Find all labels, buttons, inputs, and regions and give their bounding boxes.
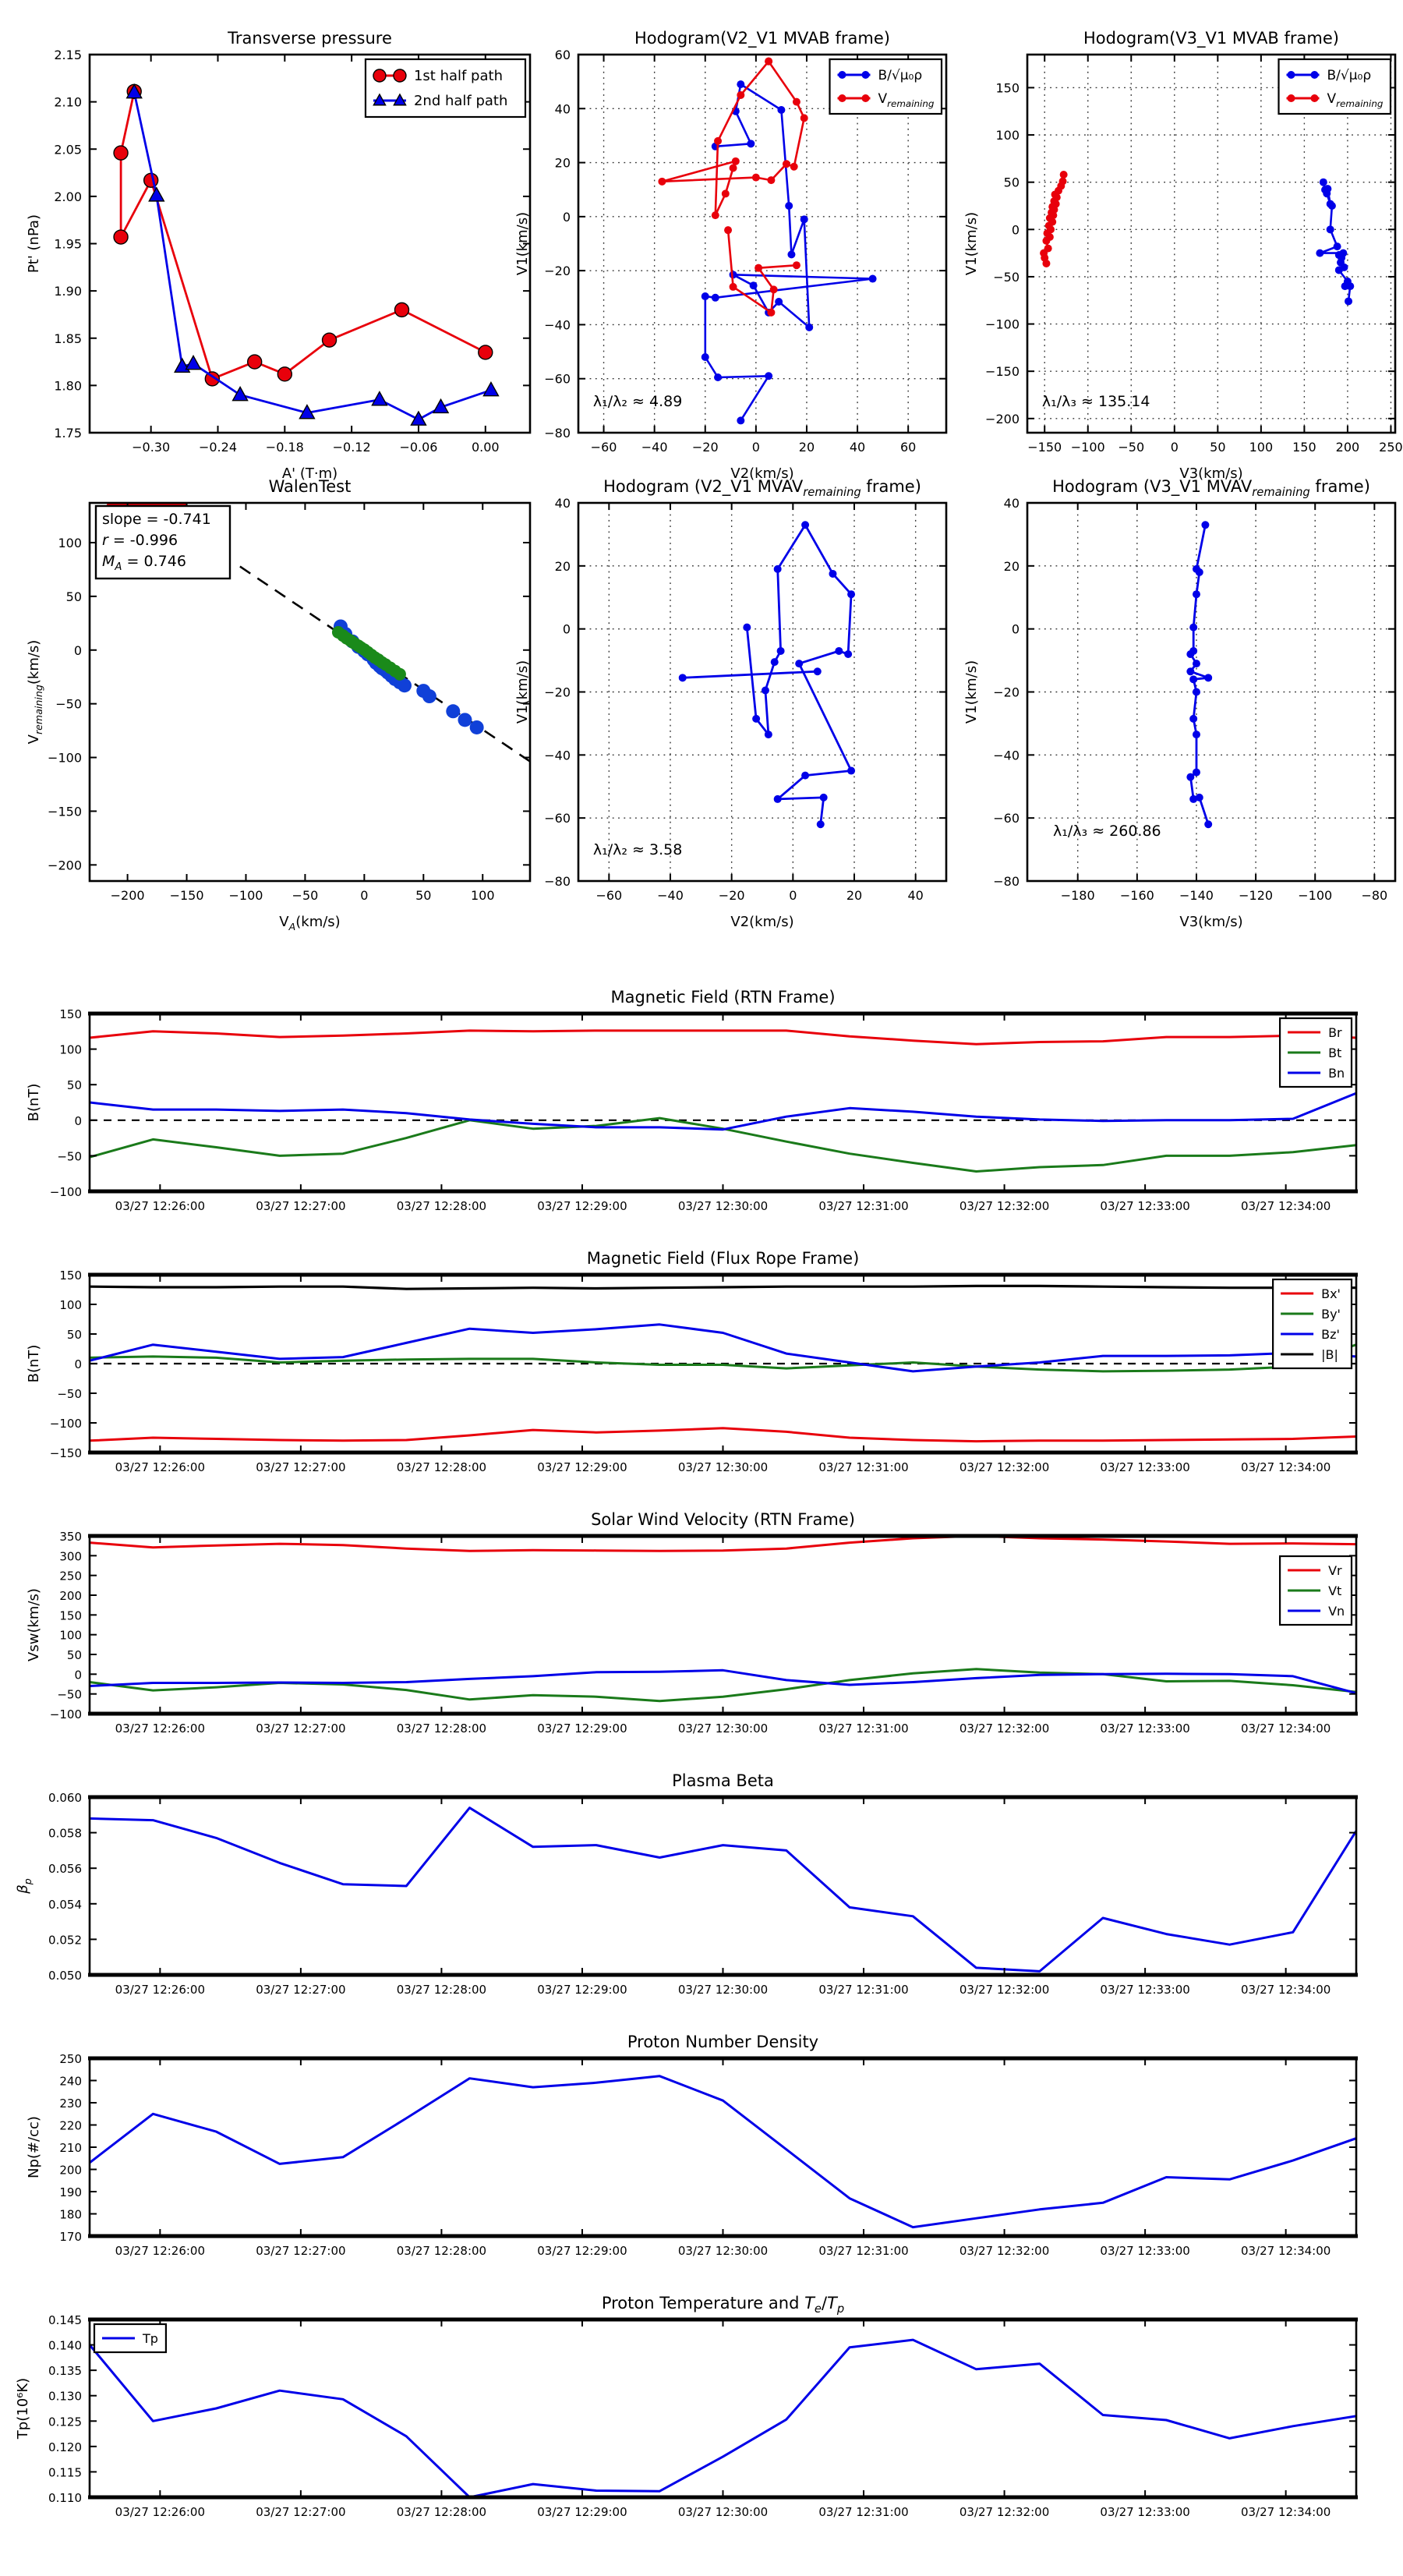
- x-tick-label: 03/27 12:29:00: [537, 2244, 627, 2258]
- y-tick-label: 300: [59, 1549, 82, 1564]
- series-Bn: [90, 1093, 1356, 1130]
- x-tick-label: 20: [846, 888, 863, 903]
- series-layer: [90, 2076, 1356, 2227]
- x-tick-label: 03/27 12:28:00: [396, 1721, 487, 1736]
- series-layer: [90, 1808, 1356, 1972]
- y-tick-label: 100: [995, 128, 1020, 143]
- y-tick-label: 0: [1011, 222, 1020, 238]
- y-tick-label: 0.060: [48, 1791, 82, 1805]
- y-tick-label: 150: [59, 1608, 82, 1623]
- x-tick-label: 03/27 12:28:00: [396, 1199, 487, 1213]
- y-axis-label: Np(#/cc): [26, 2116, 42, 2178]
- series-layer: [90, 1031, 1356, 1172]
- x-tick-label: −20: [718, 888, 745, 903]
- lambda-annotation: λ₁/λ₃ ≈ 260.86: [1053, 822, 1161, 840]
- y-axis-label: Vsw(km/s): [26, 1588, 42, 1661]
- x-tick-label: −100: [1298, 888, 1333, 903]
- x-tick-label: 03/27 12:31:00: [818, 1460, 909, 1474]
- y-tick-label: 230: [59, 2097, 82, 2111]
- y-tick-label: 350: [59, 1530, 82, 1544]
- y-tick-label: 0: [74, 1357, 82, 1371]
- x-tick-label: 03/27 12:28:00: [396, 1460, 487, 1474]
- y-tick-label: −80: [544, 426, 571, 441]
- y-tick-label: 0.056: [48, 1862, 82, 1877]
- x-axis-label: V3(km/s): [1179, 465, 1243, 482]
- panel-hodogram-v3v1-mvab: [963, 29, 1403, 482]
- x-tick-label: 03/27 12:34:00: [1240, 1199, 1331, 1213]
- x-tick-label: 50: [1210, 440, 1226, 455]
- x-tick-label: −60: [595, 888, 623, 903]
- x-tick-label: 03/27 12:31:00: [818, 1199, 909, 1213]
- legend-label: 1st half path: [413, 68, 503, 84]
- x-tick-label: 03/27 12:30:00: [677, 1460, 769, 1474]
- y-tick-label: 0: [562, 621, 571, 637]
- legend-label: B/√μ₀ρ: [1327, 68, 1372, 83]
- y-tick-label: −100: [48, 750, 82, 766]
- series-B-magnitude: [90, 1286, 1356, 1289]
- legend: [366, 59, 525, 117]
- y-tick-label: −100: [49, 1185, 82, 1199]
- y-tick-label: 0.052: [48, 1933, 82, 1948]
- y-tick-label: −40: [544, 748, 571, 763]
- legend-label: B/√μ₀ρ: [878, 68, 923, 83]
- legend-label: Vt: [1328, 1583, 1342, 1598]
- x-tick-label: 03/27 12:27:00: [256, 1983, 346, 1997]
- y-tick-label: 0.115: [48, 2465, 82, 2480]
- x-tick-label: −150: [169, 888, 204, 903]
- y-axis-label: V1(km/s): [963, 660, 980, 724]
- y-tick-label: −60: [544, 371, 571, 387]
- y-tick-label: 50: [66, 1078, 82, 1093]
- y-tick-label: −60: [544, 811, 571, 826]
- x-tick-label: −120: [1239, 888, 1274, 903]
- legend-label: Vr: [1328, 1563, 1342, 1578]
- panel-title: Magnetic Field (Flux Rope Frame): [586, 1249, 860, 1268]
- x-tick-label: 03/27 12:27:00: [256, 2244, 346, 2258]
- x-tick-label: 03/27 12:33:00: [1100, 1199, 1190, 1213]
- y-tick-label: 1.95: [54, 236, 82, 252]
- x-tick-label: 0: [1170, 440, 1179, 455]
- y-tick-label: 0.054: [48, 1897, 82, 1912]
- legend-label: Bn: [1328, 1066, 1345, 1081]
- y-tick-label: 200: [59, 1589, 82, 1603]
- x-tick-label: 03/27 12:33:00: [1100, 2505, 1190, 2519]
- x-tick-label: 100: [1249, 440, 1274, 455]
- lambda-annotation: λ₁/λ₂ ≈ 4.89: [592, 393, 683, 411]
- x-tick-label: 03/27 12:30:00: [677, 1721, 769, 1736]
- series-Np: [90, 2076, 1356, 2227]
- y-tick-label: 250: [59, 2052, 82, 2066]
- x-tick-label: 50: [415, 888, 432, 903]
- legend: [1280, 1556, 1352, 1625]
- y-tick-label: −20: [544, 685, 571, 700]
- panel-title: Hodogram (V2_V1 $MVAV_{remaining}$ frame): [603, 477, 921, 499]
- x-tick-label: 03/27 12:26:00: [115, 1460, 206, 1474]
- x-tick-label: 03/27 12:31:00: [818, 1983, 909, 1997]
- x-tick-label: −180: [1060, 888, 1095, 903]
- x-tick-label: 03/27 12:26:00: [115, 2244, 206, 2258]
- y-tick-label: 100: [59, 1042, 82, 1057]
- x-tick-label: −160: [1119, 888, 1154, 903]
- x-tick-label: 03/27 12:28:00: [396, 2244, 487, 2258]
- y-tick-label: 0.135: [48, 2364, 82, 2379]
- y-axis-label: Pt' (nPa): [26, 214, 42, 274]
- x-tick-label: 03/27 12:33:00: [1100, 1460, 1190, 1474]
- y-tick-label: 150: [59, 1269, 82, 1283]
- y-axis-label: V1(km/s): [514, 211, 531, 276]
- x-axis-label: V3(km/s): [1179, 914, 1243, 930]
- x-axis-label: A' (T·m): [281, 465, 338, 482]
- y-tick-label: −200: [48, 858, 82, 873]
- axes-frame: [90, 1014, 1356, 1191]
- panel-title: Transverse pressure: [228, 29, 392, 48]
- x-axis-label: V2(km/s): [730, 914, 794, 930]
- x-tick-label: 03/27 12:29:00: [537, 1460, 627, 1474]
- axes-frame: [90, 2319, 1356, 2497]
- x-tick-label: −140: [1179, 888, 1214, 903]
- x-tick-label: 150: [1292, 440, 1316, 455]
- series-Bt: [90, 1118, 1356, 1171]
- panel-title: Proton Number Density: [627, 2033, 819, 2051]
- x-tick-label: 0: [360, 888, 369, 903]
- panel-transverse-pressure: [26, 29, 530, 482]
- x-tick-label: 03/27 12:31:00: [818, 1721, 909, 1736]
- panel-title: Hodogram(V3_V1 MVAB frame): [1083, 29, 1339, 48]
- panel-magnetic-field-fluxrope: [26, 1249, 1358, 1474]
- x-tick-label: 03/27 12:32:00: [959, 2244, 1050, 2258]
- series-Tp: [90, 2340, 1356, 2497]
- x-tick-label: 100: [470, 888, 495, 903]
- x-tick-label: 03/27 12:30:00: [677, 1199, 769, 1213]
- legend: [1280, 1018, 1352, 1087]
- axes-frame: [90, 1797, 1356, 1975]
- y-tick-label: 0: [562, 209, 571, 225]
- x-tick-label: −40: [657, 888, 684, 903]
- y-tick-label: 240: [59, 2074, 82, 2089]
- y-tick-label: −100: [985, 317, 1020, 332]
- x-tick-label: 03/27 12:33:00: [1100, 2244, 1190, 2258]
- y-tick-label: 0.140: [48, 2338, 82, 2353]
- series-Bx-prime: [90, 1428, 1356, 1442]
- legend: [830, 59, 942, 114]
- x-tick-label: 03/27 12:34:00: [1240, 1460, 1331, 1474]
- legend-label: Vn: [1328, 1604, 1345, 1619]
- panel-title: Solar Wind Velocity (RTN Frame): [591, 1510, 855, 1529]
- y-tick-label: 20: [1003, 558, 1020, 574]
- series-layer: [1040, 171, 1354, 305]
- x-tick-label: 03/27 12:32:00: [959, 1460, 1050, 1474]
- legend: [94, 2324, 166, 2352]
- y-tick-label: 100: [59, 1628, 82, 1643]
- y-tick-label: 0: [73, 642, 82, 658]
- x-tick-label: 03/27 12:28:00: [396, 2505, 487, 2519]
- legend-label: Bx': [1321, 1286, 1341, 1301]
- x-tick-label: 03/27 12:27:00: [256, 1199, 346, 1213]
- x-tick-label: 03/27 12:33:00: [1100, 1721, 1190, 1736]
- y-tick-label: 40: [1003, 496, 1020, 511]
- y-tick-label: −50: [55, 696, 82, 712]
- axes-frame: [90, 1536, 1356, 1714]
- y-tick-label: −50: [57, 1687, 82, 1702]
- x-tick-label: 03/27 12:26:00: [115, 1721, 206, 1736]
- y-tick-label: −200: [985, 411, 1020, 426]
- x-tick-label: 0: [751, 440, 760, 455]
- x-tick-label: 60: [899, 440, 917, 455]
- y-tick-label: 50: [1003, 175, 1020, 190]
- y-tick-label: 2.10: [54, 94, 82, 110]
- axes-frame: [90, 2058, 1356, 2236]
- x-tick-label: −50: [1118, 440, 1145, 455]
- x-tick-label: −50: [292, 888, 319, 903]
- y-tick-label: −50: [993, 269, 1020, 285]
- x-tick-label: 03/27 12:30:00: [677, 2505, 769, 2519]
- y-axis-label: B(nT): [26, 1344, 42, 1383]
- y-tick-label: 100: [59, 1298, 82, 1312]
- lambda-annotation: λ₁/λ₂ ≈ 3.58: [592, 841, 683, 859]
- y-tick-label: 40: [554, 101, 571, 117]
- y-tick-label: 2.00: [54, 189, 82, 204]
- x-tick-label: 03/27 12:29:00: [537, 1983, 627, 1997]
- y-tick-label: 50: [65, 589, 82, 604]
- y-tick-label: 0.110: [48, 2491, 82, 2505]
- panel-plasma-beta: [15, 1771, 1358, 1997]
- legend-label: Br: [1328, 1025, 1342, 1040]
- stats-line: slope = -0.741: [102, 511, 211, 528]
- series-layer: [679, 521, 855, 828]
- y-tick-label: 190: [59, 2185, 82, 2199]
- x-tick-label: −0.06: [399, 440, 438, 455]
- panel-hodogram-v2v1-mvav: [514, 477, 946, 930]
- x-tick-label: 03/27 12:27:00: [256, 1721, 346, 1736]
- x-tick-label: 03/27 12:27:00: [256, 1460, 346, 1474]
- y-tick-label: 170: [59, 2230, 82, 2244]
- panel-title: Hodogram(V2_V1 MVAB frame): [634, 29, 890, 48]
- legend-label: Tp: [143, 2331, 158, 2346]
- y-tick-label: 1.90: [54, 284, 82, 299]
- y-tick-label: −20: [993, 685, 1020, 700]
- y-tick-label: −150: [985, 364, 1020, 380]
- y-tick-label: −60: [993, 811, 1020, 826]
- y-tick-label: −50: [57, 1387, 82, 1401]
- x-tick-label: 03/27 12:27:00: [256, 2505, 346, 2519]
- legend-label: 2nd half path: [413, 93, 508, 109]
- x-tick-label: 03/27 12:34:00: [1240, 1983, 1331, 1997]
- legend-label: $V_{remaining}$: [1327, 91, 1384, 109]
- x-axis-label: $V_A(km/s)$: [279, 914, 341, 932]
- x-tick-label: −0.24: [198, 440, 238, 455]
- y-tick-label: −80: [993, 874, 1020, 889]
- x-tick-label: 250: [1379, 440, 1403, 455]
- panel-title: Hodogram (V3_V1 $MVAV_{remaining}$ frame): [1052, 477, 1370, 499]
- y-tick-label: −100: [49, 1707, 82, 1721]
- lambda-annotation: λ₁/λ₃ ≈ 135.14: [1041, 393, 1150, 411]
- panel-title: Plasma Beta: [672, 1771, 774, 1790]
- y-tick-label: 40: [554, 496, 571, 511]
- x-tick-label: 03/27 12:29:00: [537, 1199, 627, 1213]
- panel-title: Magnetic Field (RTN Frame): [610, 988, 836, 1007]
- x-tick-label: 03/27 12:34:00: [1240, 2244, 1331, 2258]
- x-tick-label: −60: [590, 440, 617, 455]
- x-tick-label: 20: [798, 440, 815, 455]
- x-tick-label: 03/27 12:30:00: [677, 1983, 769, 1997]
- series-Br: [90, 1031, 1356, 1044]
- series-layer: [90, 2340, 1356, 2497]
- y-tick-label: 0.120: [48, 2440, 82, 2454]
- y-tick-label: 250: [59, 1569, 82, 1583]
- y-tick-label: −150: [49, 1446, 82, 1460]
- y-tick-label: 20: [554, 155, 571, 171]
- panel-title: Proton Temperature and $T_e/T_p$: [601, 2294, 845, 2316]
- x-tick-label: 03/27 12:29:00: [537, 2505, 627, 2519]
- y-tick-label: −100: [49, 1417, 82, 1431]
- y-axis-label: B(nT): [26, 1083, 42, 1122]
- y-tick-label: 0: [74, 1668, 82, 1683]
- y-tick-label: 0.125: [48, 2415, 82, 2429]
- stats-line: $M_A = 0.746$: [102, 553, 186, 573]
- panel-proton-temperature: [15, 2294, 1358, 2519]
- y-axis-label: V1(km/s): [514, 660, 531, 724]
- x-tick-label: −200: [110, 888, 145, 903]
- y-tick-label: 2.15: [54, 48, 82, 62]
- panel-solar-wind-velocity: [26, 1510, 1358, 1736]
- series-V-hodogram-crossline: [683, 671, 818, 678]
- x-tick-label: 03/27 12:29:00: [537, 1721, 627, 1736]
- x-tick-label: 0: [789, 888, 797, 903]
- y-tick-label: 0.058: [48, 1826, 82, 1841]
- x-tick-label: −150: [1027, 440, 1062, 455]
- x-tick-label: 0.00: [471, 440, 500, 455]
- legend-label: Bz': [1321, 1327, 1340, 1342]
- x-tick-label: 03/27 12:34:00: [1240, 2505, 1331, 2519]
- y-tick-label: 0.130: [48, 2389, 82, 2404]
- y-tick-label: 1.75: [54, 426, 82, 441]
- y-axis-label: $\beta_p$: [15, 1878, 34, 1894]
- panel-hodogram-v2v1-mvab: [514, 29, 946, 482]
- y-tick-label: 1.85: [54, 331, 82, 346]
- y-tick-label: 100: [58, 535, 82, 550]
- x-tick-label: 03/27 12:32:00: [959, 2505, 1050, 2519]
- x-tick-label: 03/27 12:26:00: [115, 1983, 206, 1997]
- x-tick-label: 03/27 12:31:00: [818, 2505, 909, 2519]
- y-tick-label: 1.80: [54, 378, 82, 394]
- y-tick-label: 220: [59, 2118, 82, 2133]
- x-tick-label: −0.30: [132, 440, 171, 455]
- y-tick-label: −40: [993, 748, 1020, 763]
- x-tick-label: 200: [1335, 440, 1360, 455]
- x-tick-label: 03/27 12:33:00: [1100, 1983, 1190, 1997]
- y-axis-label: $V_{remaining}(km/s)$: [26, 639, 44, 745]
- x-tick-label: 03/27 12:34:00: [1240, 1721, 1331, 1736]
- legend: [1273, 1279, 1352, 1368]
- y-tick-label: 200: [59, 2163, 82, 2178]
- legend-label: Bt: [1328, 1046, 1342, 1060]
- y-tick-label: −50: [57, 1149, 82, 1164]
- stats-line: r = -0.996: [102, 532, 178, 549]
- y-tick-label: 50: [66, 1648, 82, 1662]
- legend-label: $V_{remaining}$: [878, 91, 935, 109]
- series-layer: [1186, 521, 1212, 828]
- legend: [1279, 59, 1391, 114]
- x-tick-label: 03/27 12:30:00: [677, 2244, 769, 2258]
- y-tick-label: 150: [995, 80, 1020, 96]
- legend-label: |B|: [1321, 1347, 1338, 1362]
- series-layer: [114, 84, 498, 425]
- panel-title: WalenTest: [268, 477, 352, 496]
- x-tick-label: 40: [907, 888, 924, 903]
- x-tick-label: −0.18: [265, 440, 304, 455]
- x-tick-label: 03/27 12:28:00: [396, 1983, 487, 1997]
- x-tick-label: 03/27 12:26:00: [115, 1199, 206, 1213]
- y-tick-label: −150: [48, 804, 82, 819]
- x-tick-label: 03/27 12:32:00: [959, 1721, 1050, 1736]
- x-tick-label: 03/27 12:26:00: [115, 2505, 206, 2519]
- series-layer: [90, 1536, 1356, 1701]
- panel-proton-number-density: [26, 2033, 1358, 2258]
- y-tick-label: 20: [554, 558, 571, 574]
- x-tick-label: 03/27 12:32:00: [959, 1199, 1050, 1213]
- y-tick-label: 150: [59, 1007, 82, 1021]
- series-beta-p: [90, 1808, 1356, 1972]
- x-axis-label: V2(km/s): [730, 465, 794, 482]
- y-tick-label: 60: [554, 48, 571, 62]
- y-tick-label: 0.145: [48, 2313, 82, 2327]
- panel-magnetic-field-rtn: [26, 988, 1358, 1213]
- panel-walen-test: [26, 477, 530, 932]
- y-tick-label: −80: [544, 874, 571, 889]
- x-tick-label: 03/27 12:32:00: [959, 1983, 1050, 1997]
- y-tick-label: −20: [544, 264, 571, 279]
- y-tick-label: 0: [1011, 621, 1020, 637]
- y-axis-label: V1(km/s): [963, 211, 980, 276]
- x-tick-label: −40: [641, 440, 668, 455]
- x-tick-label: −80: [1361, 888, 1388, 903]
- y-tick-label: 0: [74, 1113, 82, 1128]
- x-tick-label: −20: [691, 440, 719, 455]
- y-tick-label: 210: [59, 2141, 82, 2155]
- y-tick-label: 50: [66, 1328, 82, 1342]
- series-1st-half-path: [121, 91, 486, 379]
- legend-label: By': [1321, 1307, 1341, 1322]
- y-tick-label: −40: [544, 317, 571, 333]
- y-tick-label: 180: [59, 2207, 82, 2222]
- y-tick-label: 0.050: [48, 1969, 82, 1983]
- y-axis-label: Tp(10⁶K): [15, 2377, 31, 2440]
- x-tick-label: 03/27 12:31:00: [818, 2244, 909, 2258]
- y-tick-label: 2.05: [54, 142, 82, 157]
- x-tick-label: 40: [849, 440, 866, 455]
- panel-hodogram-v3v1-mvav: [963, 477, 1395, 930]
- x-tick-label: −100: [228, 888, 263, 903]
- x-tick-label: −100: [1070, 440, 1105, 455]
- x-tick-label: −0.12: [332, 440, 371, 455]
